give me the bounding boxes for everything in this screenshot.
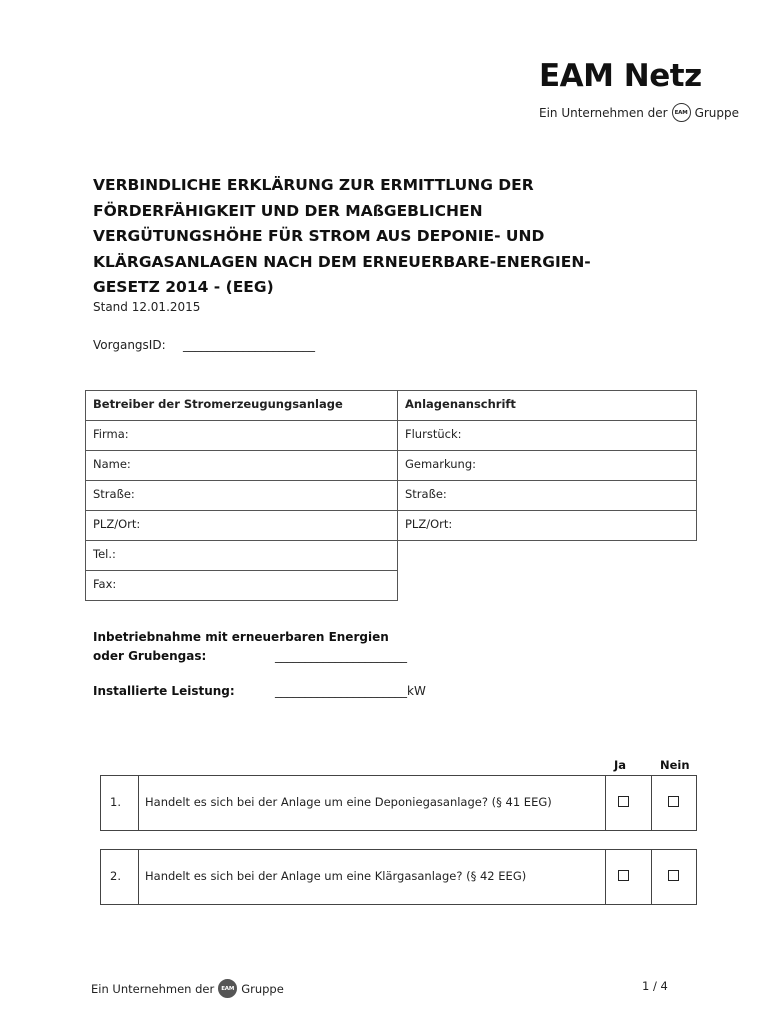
divider [605,776,606,830]
inbetriebnahme-label-2: oder Grubengas: [93,649,207,663]
inbetriebnahme-field[interactable]: ______________________ [275,649,407,663]
title-line: FÖRDERFÄHIGKEIT UND DER MAßGEBLICHEN [93,201,483,220]
title-line: KLÄRGASANLAGEN NACH DEM ERNEUERBARE-ENERGIEN- [93,252,591,271]
question-number: 1. [110,795,121,809]
footer-logo-right: Gruppe [241,981,284,996]
betreiber-tel-field[interactable]: Tel.: [85,540,398,571]
divider [138,850,139,904]
checkbox-nein[interactable] [668,870,679,881]
divider [605,850,606,904]
vorgangs-id-label: VorgangsID: [93,338,166,352]
anlage-gemarkung-field[interactable]: Gemarkung: [397,450,697,481]
betreiber-name-field[interactable]: Name: [85,450,398,481]
divider [651,850,652,904]
anlage-flurstueck-field[interactable]: Flurstück: [397,420,697,451]
checkbox-nein[interactable] [668,796,679,807]
leistung-field[interactable] [275,684,426,698]
column-ja: Ja [614,758,627,772]
betreiber-strasse-field[interactable]: Straße: [85,480,398,511]
title-line: GESETZ 2014 - (EEG) [93,278,274,296]
document-title [93,173,633,301]
divider [138,776,139,830]
question-text: Handelt es sich bei der Anlage um eine Klärgasanlage? (§ 42 EEG) [145,869,527,883]
column-nein: Nein [660,758,690,772]
anlage-plz-ort-field[interactable]: PLZ/Ort: [397,510,697,541]
title-line: VERGÜTUNGSHÖHE FÜR STROM AUS DEPONIE- UND [93,227,545,245]
question-row [100,775,697,831]
eam-circle-icon: EAM [218,979,237,998]
question-number: 2. [110,869,121,883]
checkbox-ja[interactable] [618,870,629,881]
footer-logo [91,979,284,998]
betreiber-plz-ort-field[interactable]: PLZ/Ort: [85,510,398,541]
betreiber-fax-field[interactable]: Fax: [85,570,398,601]
logo-sub-left: Ein Unternehmen der [539,105,668,120]
question-text: Handelt es sich bei der Anlage um eine Deponiegasanlage? (§ 41 EEG) [145,795,552,809]
eam-netz-logo: EAM Netz [539,58,702,94]
vorgangs-id-field[interactable]: ______________________ [183,338,315,352]
footer-logo-left: Ein Unternehmen der [91,981,215,996]
logo-sub-right: Gruppe [694,105,740,120]
leistung-line: ______________________ [275,684,407,698]
leistung-label: Installierte Leistung: [93,684,235,698]
eam-circle-icon: EAM [672,103,691,122]
divider [651,776,652,830]
title-line: VERBINDLICHE ERKLÄRUNG ZUR ERMITTLUNG DER [93,176,534,194]
anlage-header: Anlagenanschrift [397,390,697,421]
anlage-strasse-field[interactable]: Straße: [397,480,697,511]
inbetriebnahme-label-1: Inbetriebnahme mit erneuerbaren Energien [93,630,389,644]
leistung-unit: kW [407,684,426,698]
question-row [100,849,697,905]
page-number: 1 / 4 [642,979,668,993]
checkbox-ja[interactable] [618,796,629,807]
betreiber-header: Betreiber der Stromerzeugungsanlage [85,390,398,421]
logo-subtitle [539,103,739,122]
stand-date: Stand 12.01.2015 [93,300,201,314]
betreiber-firma-field[interactable]: Firma: [85,420,398,451]
